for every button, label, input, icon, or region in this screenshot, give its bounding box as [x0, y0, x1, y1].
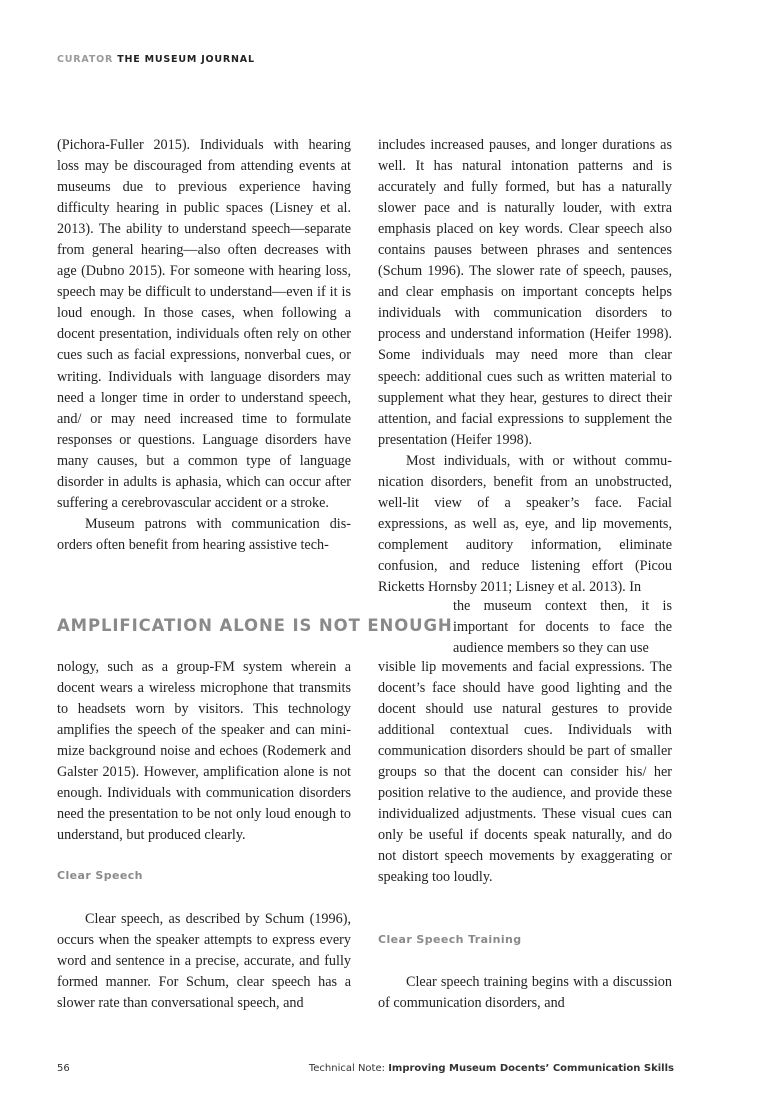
paragraph: visible lip movements and facial expressions. The docent’s face should have good lighting and the docent should use natural gestures to provide additional contextual cues. Individuals with communication disorders should be part of smaller groups so that the docent can consider his/ her position relative to the audience, and provide these individualized adjustments. These visual cues can only be useful if docents speak naturally, and do not distort speech movements by exaggerating or speaking too loudly.	[378, 659, 672, 886]
paragraph: Most individuals, with or without communication disorders, benefit from an unobstructed, well-lit view of a speaker’s face. Facial expressions, as well as, eye, and lip movements, complement auditory information, eliminate confusion, and reduce listening effort (Picou Ricketts Hornsby 2011; Lisney et al. 2013). In	[378, 452, 672, 595]
right-column-middle	[378, 657, 672, 889]
left-column-bottom	[57, 909, 351, 1014]
footer-note-label: Technical Note:	[308, 1063, 385, 1074]
running-header	[57, 54, 255, 65]
paragraph: includes increased pauses, and longer durations as well. It has natural intonation patterns and is accurately and fully formed, but has a naturally slower pace and is naturally louder, with extra emphasis placed on key words. Clear speech also contains pauses between phrases and sentences (Schum 1996). The slower rate of speech, pauses, and clear emphasis on important concepts helps individuals with communication disorders to process and understand information (Heifer 1998). Some individuals may need more than clear speech: additional cues such as written material to supplement what they hear, gestures to direct their attention, and facial expressions to supplement the presentation (Heifer 1998).	[378, 137, 672, 448]
subsection-heading: Clear Speech	[57, 869, 143, 882]
journal-section: CURATOR	[57, 54, 114, 65]
journal-title: THE MUSEUM JOURNAL	[117, 54, 255, 65]
paragraph: (Pichora-Fuller 2015). Individuals with hearing loss may be discouraged from attending events at museums due to previous experience having difficulty hearing in public spaces (Lisney et al. 2013). The ability to understand speech—separate from general hearing—also often decreases with age (Dubno 2015). For someone with hearing loss, speech may be difficult to understand—even if it is loud enough. In those cases, when following a docent presentation, individuals often rely on other cues such as facial expressions, nonverbal cues, or writing. Individuals with language disorders may need a longer time in order to understand speech, and/ or may need increased time to formulate responses or questions. Language disorders have many causes, but a common type of language disorder in adults is aphasia, which can occur after suffering a cerebrovascular accident or a stroke.	[57, 137, 351, 511]
section-heading: AMPLIFICATION ALONE IS NOT ENOUGH	[57, 616, 453, 635]
paragraph: Clear speech, as described by Schum (1996), occurs when the speaker attempts to express every word and sentence in a precise, accurate, and fully formed manner. For Schum, clear speech has a slower rate than conversational speech, and	[57, 911, 351, 1012]
footer-article-title: Improving Museum Docents’ Communication Skills	[388, 1063, 674, 1074]
left-column-middle	[57, 657, 351, 846]
paragraph: the museum context then, it is important for docents to face the audience members so they can use	[453, 598, 672, 657]
paragraph: Clear speech training begins with a discussion of communication disorders, and	[378, 974, 672, 1012]
paragraph: Museum patrons with communication disorders often benefit from hearing assistive tech-	[57, 515, 351, 553]
paragraph: nology, such as a group-FM system wherein a docent wears a wireless microphone that transmits to headsets worn by visitors. This technology amplifies the speech of the speaker and can minimize background noise and echoes (Rodemerk and Galster 2015). However, amplification alone is not enough. Individuals with communication disorders need the presentation to be not only loud enough to understand, but produced clearly.	[57, 659, 351, 844]
right-column-bottom	[378, 972, 672, 1014]
left-column-top	[57, 135, 351, 556]
subsection-heading: Clear Speech Training	[378, 933, 522, 946]
page-number: 56	[57, 1063, 70, 1074]
running-footer	[309, 1063, 674, 1074]
right-column-top	[378, 135, 672, 598]
right-column-wrap	[453, 596, 672, 659]
